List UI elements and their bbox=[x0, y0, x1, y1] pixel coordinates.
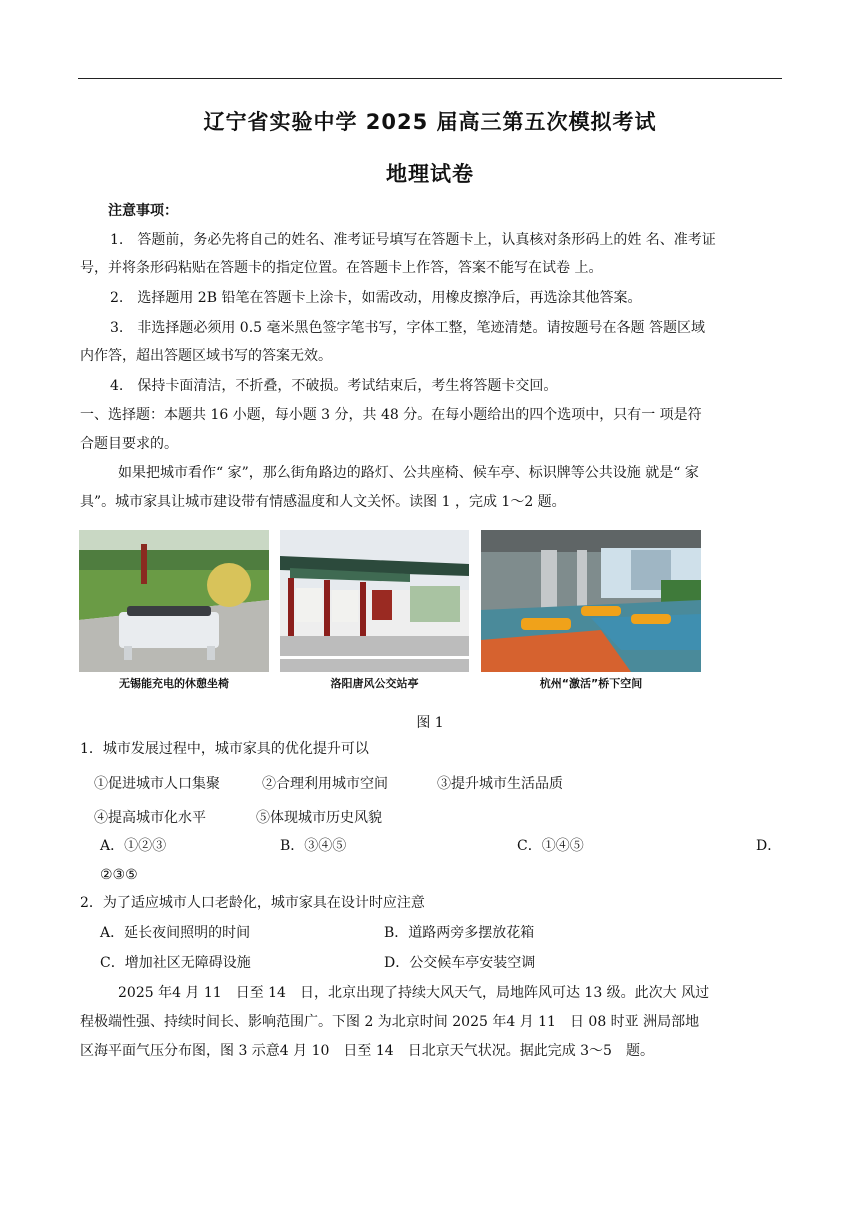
passage-line: 区海平面气压分布图，图 3 示意4 月 10 日至 14 日北京天气状况。据此完成 3～5 题。 bbox=[80, 1043, 654, 1059]
q2-option-c[interactable]: C．增加社区无障碍设施 bbox=[100, 955, 251, 971]
question-2-stem: 2．为了适应城市人口老龄化，城市家具在设计时应注意 bbox=[80, 895, 425, 911]
passage-line: 如果把城市看作“ 家”，那么街角路边的路灯、公共座椅、候车亭、标识牌等公共设施 就是“ 家 bbox=[118, 465, 699, 481]
q1-option-d[interactable]: D． bbox=[756, 838, 782, 854]
q1-item: ③提升城市生活品质 bbox=[437, 776, 563, 792]
q2-option-d[interactable]: D．公交候车亭安装空调 bbox=[384, 955, 536, 971]
top-rule bbox=[78, 78, 782, 79]
figure-1-label: 图 1 bbox=[416, 715, 444, 731]
note-line: 内作答，超出答题区域书写的答案无效。 bbox=[80, 348, 332, 364]
q1-item: ④提高城市化水平 bbox=[94, 810, 206, 826]
section-heading: 合题目要求的。 bbox=[80, 436, 178, 452]
photo-caption: 无锡能充电的休憩坐椅 bbox=[79, 672, 269, 696]
exam-title: 辽宁省实验中学 2025 届高三第五次模拟考试 bbox=[203, 110, 657, 134]
note-line: 号，并将条形码粘贴在答题卡的指定位置。在答题卡上作答，答案不能写在试卷 上。 bbox=[80, 260, 603, 276]
question-1-stem: 1．城市发展过程中，城市家具的优化提升可以 bbox=[80, 741, 369, 757]
passage-line: 2025 年4 月 11 日至 14 日，北京出现了持续大风天气，局地阵风可达 13 级。此次大 风过 bbox=[118, 985, 710, 1001]
photo-luoyang-bus-stop bbox=[280, 530, 469, 696]
photo-wuxi-bench bbox=[79, 530, 269, 696]
q1-option-a[interactable]: A．①②③ bbox=[100, 838, 167, 854]
q1-option-c[interactable]: C．①④⑤ bbox=[517, 838, 584, 854]
note-line: 1. 答题前，务必先将自己的姓名、准考证号填写在答题卡上，认真核对条形码上的姓 名、准考证 bbox=[110, 232, 716, 248]
note-line: 2. 选择题用 2B 铅笔在答题卡上涂卡，如需改动，用橡皮擦净后，再选涂其他答案。 bbox=[110, 290, 642, 306]
q2-option-a[interactable]: A．延长夜间照明的时间 bbox=[100, 925, 251, 941]
exam-subtitle: 地理试卷 bbox=[386, 162, 474, 186]
section-heading: 一、选择题：本题共 16 小题，每小题 3 分，共 48 分。在每小题给出的四个选项中，只有一 项是符 bbox=[80, 407, 702, 423]
q2-option-b[interactable]: B．道路两旁多摆放花箱 bbox=[384, 925, 535, 941]
note-line: 4. 保持卡面清洁，不折叠，不破损。考试结束后，考生将答题卡交回。 bbox=[110, 378, 558, 394]
photo-hangzhou-bridge-space bbox=[481, 530, 701, 696]
q1-item: ①促进城市人口集聚 bbox=[94, 776, 220, 792]
note-line: 3. 非选择题必须用 0.5 毫米黑色签字笔书写，字体工整，笔迹清楚。请按题号在各题 答题区域 bbox=[110, 320, 705, 336]
q1-option-d-text[interactable]: ②③⑤ bbox=[100, 867, 138, 883]
passage-line: 具”。城市家具让城市建设带有情感温度和人文关怀。读图 1 ，完成 1～2 题。 bbox=[80, 494, 566, 510]
photo-caption: 杭州“激活”桥下空间 bbox=[481, 672, 701, 696]
notes-heading: 注意事项： bbox=[108, 203, 178, 219]
q1-item: ②合理利用城市空间 bbox=[262, 776, 388, 792]
q1-option-b[interactable]: B．③④⑤ bbox=[280, 838, 347, 854]
q1-item: ⑤体现城市历史风貌 bbox=[256, 810, 382, 826]
passage-line: 程极端性强、持续时间长、影响范围广。下图 2 为北京时间 2025 年4 月 11 日 08 时亚 洲局部地 bbox=[80, 1014, 700, 1030]
photo-caption: 洛阳唐风公交站亭 bbox=[280, 672, 469, 696]
